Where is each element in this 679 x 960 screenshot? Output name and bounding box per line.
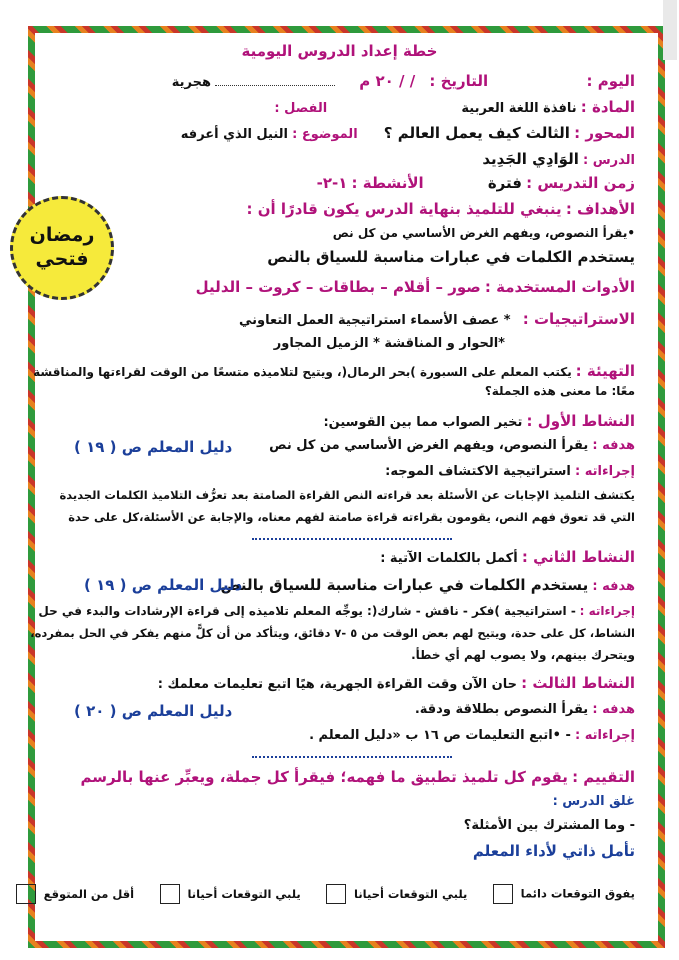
- rating-checkbox-2[interactable]: [326, 884, 346, 904]
- strategies-line-1: * عصف الأسماء استراتيجية العمل التعاوني: [239, 313, 511, 328]
- activity1-goal-label: هدفه :: [592, 438, 635, 453]
- side-watermark: [663, 0, 677, 60]
- lesson-row: [482, 150, 635, 168]
- rating-label-2: يلبي التوقعات أحيانا: [354, 886, 468, 901]
- activity3-goal-label: هدفه :: [592, 702, 635, 717]
- rating-checkbox-3[interactable]: [160, 884, 180, 904]
- activity1-goal: يقرأ النصوص، ويفهم الغرض الأساسي من كل نص: [269, 438, 589, 453]
- topic-label: الموضوع :: [292, 127, 358, 142]
- badge-line-1: رمضان: [29, 224, 95, 247]
- activity2-text-1: - استراتيجية )فكر - ناقش - شارك(: يوجِّه المعلم تلاميذه إلى قراءة الإرشادات والبدء في حل: [38, 604, 576, 618]
- separator-line-2: [252, 756, 452, 758]
- activity3-heading: [158, 674, 635, 692]
- lesson-label: الدرس :: [583, 153, 635, 168]
- ratings-row: [12, 884, 635, 904]
- activity3-goal-row: [44, 702, 635, 720]
- objective-item-1: •يقرأ النصوص، ويفهم الغرض الأساسي من كل نص: [332, 226, 635, 240]
- tools-label: الأدوات المستخدمة :: [484, 278, 635, 296]
- page-title: خطة إعداد الدروس اليومية: [241, 42, 438, 60]
- activity2-goal: يستخدم الكلمات في عبارات مناسبة للسياق بالنص: [220, 576, 589, 594]
- axis-row: [181, 124, 635, 142]
- activity2-goal-row: [44, 576, 635, 594]
- header-day-row: [172, 72, 635, 90]
- date-value: / / ٢٠ م: [359, 72, 416, 90]
- objective-item-2: يستخدم الكلمات في عبارات مناسبة للسياق بالنص: [267, 248, 635, 266]
- activity1-text-2: التي قد تعوق فهم النص، يقومون بقراءته قراءة صامتة لفهم معناه، والإجابة عن الأسئلة،كل على حدة: [68, 510, 635, 524]
- activities-label: الأنشطة :: [351, 174, 424, 192]
- tools-row: [196, 278, 635, 296]
- subject-row: [274, 98, 635, 116]
- time-value: فترة: [487, 174, 522, 192]
- time-label: زمن التدريس :: [526, 174, 635, 192]
- evaluation-row: [81, 768, 636, 786]
- activity3-proc-row: [309, 728, 635, 743]
- activity2-guide: دليل المعلم ص ( ١٩ ): [84, 576, 243, 594]
- activity3-proc-label: إجراءاته :: [575, 728, 635, 743]
- activity2-text-2: النشاط، كل على حدة، ويتيح لهم بعض الوقت من ٥ -٧ دقائق، ويتأكد من أن كلًّ منهم يفكر في الحل بمفرده،: [30, 626, 635, 640]
- activity1-goal-row: [44, 438, 635, 456]
- strategies-label: الاستراتيجيات :: [522, 310, 635, 328]
- activity2-desc: أكمل بالكلمات الآتية :: [380, 551, 518, 566]
- evaluation-text: يقوم كل تلميذ تطبيق ما فهمه؛ فيقرأ كل جملة، ويعبِّر عنها بالرسم: [80, 768, 568, 786]
- activity3-desc: حان الآن وقت القراءة الجهرية، هيًا اتبع تعليمات معلمك :: [157, 677, 517, 692]
- author-badge: [10, 196, 114, 300]
- class-label: الفصل :: [274, 101, 328, 116]
- activity2-proc-label: إجراءاته :: [579, 604, 635, 618]
- activity1-proc: استراتيجية الاكتشاف الموجه:: [385, 464, 571, 479]
- rating-checkbox-4[interactable]: [16, 884, 36, 904]
- time-row: [317, 174, 635, 192]
- activity1-guide: دليل المعلم ص ( ١٩ ): [74, 438, 233, 456]
- closing-label: غلق الدرس :: [552, 794, 635, 809]
- rating-label-3: يلبي التوقعات أحيانا: [187, 886, 301, 901]
- warmup-label: التهيئة :: [575, 362, 635, 380]
- activity3-goal: يقرأ النصوص بطلاقة ودقة.: [414, 702, 589, 717]
- tools-value: صور – أقلام – بطاقات – كروت – الدليل: [195, 278, 481, 296]
- objectives-label: الأهداف :: [565, 200, 635, 218]
- activity2-proc-row: [38, 604, 635, 618]
- hijri-label: هجرية: [171, 75, 212, 90]
- strategies-line-2: *الحوار و المناقشة * الزميل المجاور: [273, 336, 505, 351]
- activity2-label: النشاط الثاني :: [521, 548, 635, 566]
- objectives-intro: ينبغي للتلميذ بنهاية الدرس يكون قادرًا أن :: [246, 200, 562, 218]
- activity1-desc: تخير الصواب مما بين القوسين:: [323, 415, 523, 430]
- activity2-heading: [380, 548, 635, 566]
- activity1-label: النشاط الأول :: [526, 412, 635, 430]
- activity3-proc: - •اتبع التعليمات ص ١٦ ب «دليل المعلم .: [309, 728, 571, 743]
- activity1-heading: [323, 412, 635, 430]
- hijri-blank: [215, 85, 335, 86]
- evaluation-label: التقييم :: [572, 768, 635, 786]
- warmup-text-2: معًا: ما معنى هذه الجملة؟: [484, 384, 635, 398]
- activity3-label: النشاط الثالث :: [521, 674, 635, 692]
- objectives-row: [247, 200, 635, 218]
- date-label: التاريخ :: [429, 72, 489, 90]
- strategies-row: [239, 310, 635, 328]
- badge-line-2: فتحي: [35, 248, 89, 270]
- self-reflection: تأمل ذاتي لأداء المعلم: [472, 842, 635, 860]
- activities-value: ١-٢-: [316, 174, 348, 192]
- warmup-text-1: يكتب المعلم على السبورة )بحر الرمال(، ويتيح لتلاميذه متسعًا من الوقت لقراءتها والمناقشة: [33, 365, 572, 379]
- activity1-text-1: يكتشف التلميذ الإجابات عن الأسئلة بعد قراءته النص القراءة الصامتة بعد تعرُّف التلاميذ الكلمات الجديدة: [59, 488, 635, 502]
- warmup-row: [33, 362, 635, 380]
- rating-checkbox-1[interactable]: [493, 884, 513, 904]
- activity1-proc-row: [385, 464, 635, 479]
- separator-line: [252, 538, 452, 540]
- lesson-value: الوَادِي الجَدِيد: [482, 150, 579, 168]
- activity1-proc-label: إجراءاته :: [575, 464, 635, 479]
- rating-label-1: يفوق التوقعات دائما: [520, 886, 635, 901]
- activity2-goal-label: هدفه :: [592, 579, 635, 594]
- activity3-guide: دليل المعلم ص ( ٢٠ ): [74, 702, 233, 720]
- closing-text: - وما المشترك بين الأمثلة؟: [463, 818, 635, 833]
- rating-label-4: أقل من المتوقع: [43, 886, 135, 901]
- subject-label: المادة :: [580, 98, 635, 116]
- activity2-text-3: ويتحرك بينهم، ولا يصوب لهم أي خطأ.: [411, 648, 635, 662]
- axis-value: الثالث كيف يعمل العالم ؟: [383, 124, 570, 142]
- axis-label: المحور :: [574, 124, 635, 142]
- day-label: اليوم :: [586, 72, 635, 90]
- subject-value: نافذة اللغة العربية: [461, 101, 577, 116]
- topic-value: النيل الذي أعرفه: [180, 127, 288, 142]
